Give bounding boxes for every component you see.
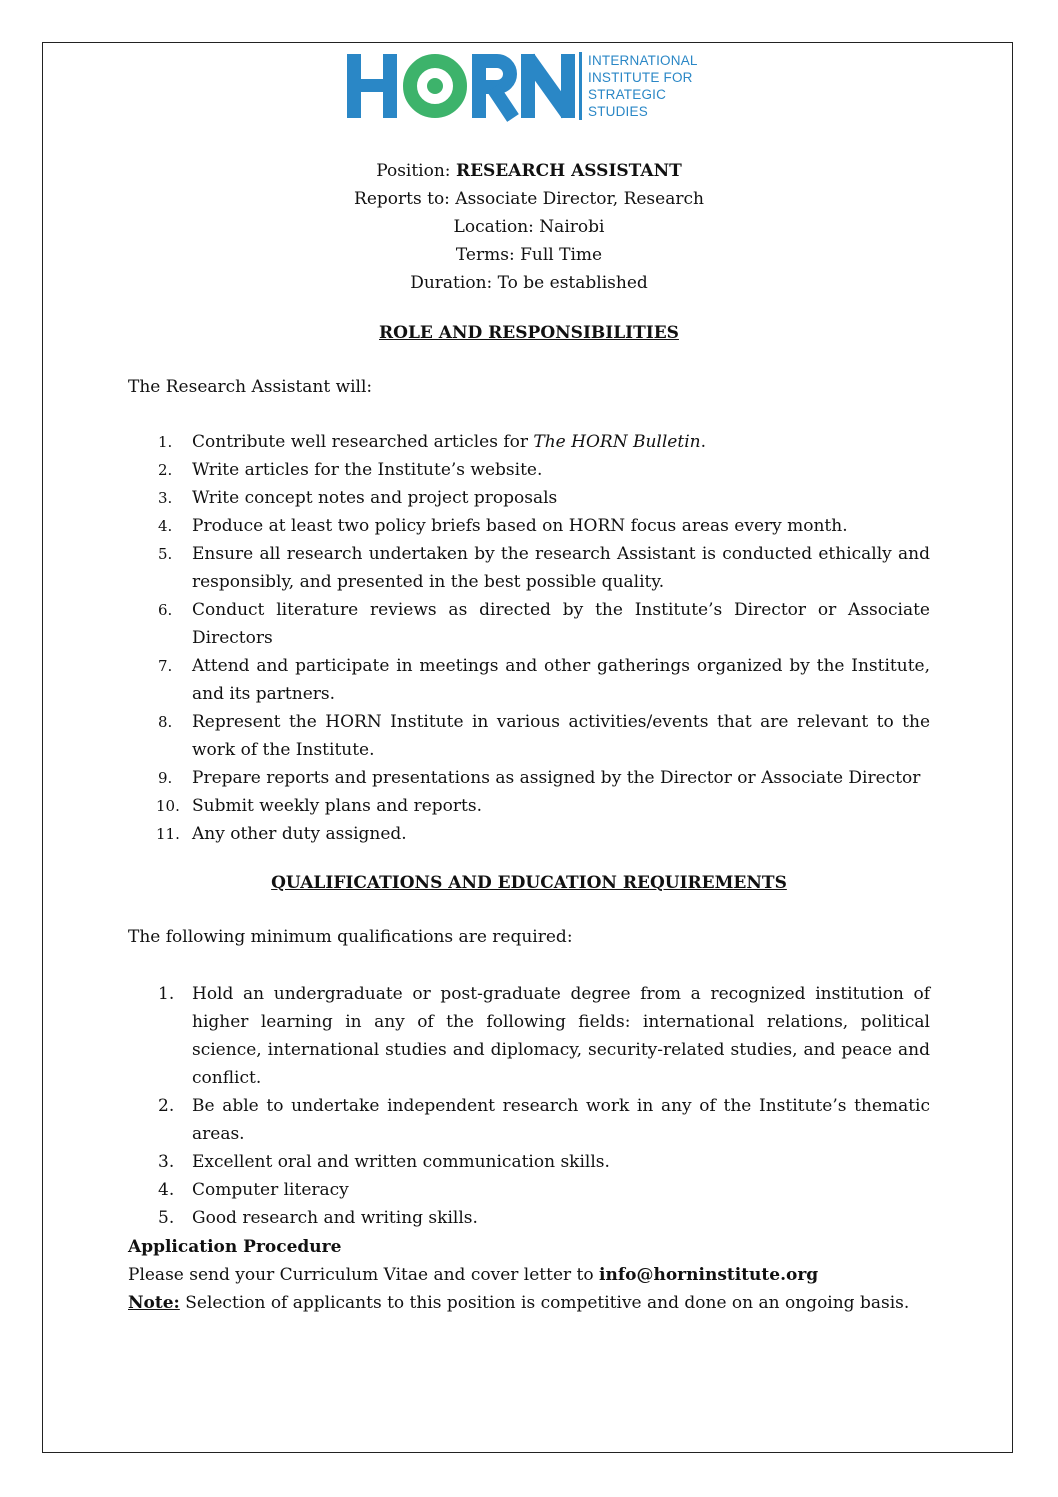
logo-tagline-line: INTERNATIONAL [588, 53, 698, 68]
list-item [158, 652, 930, 708]
list-number: 1. [158, 984, 175, 1004]
list-number: 6. [158, 601, 173, 619]
list-text: Contribute well researched articles for [192, 432, 534, 452]
application-heading: Application Procedure [128, 1237, 342, 1257]
list-number: 2. [158, 461, 173, 479]
list-number: 5. [158, 545, 173, 563]
list-text: Hold an undergraduate or post-graduate degree from a recognized institution of higher learning in any of the following fields: international relations, political science, international studies and diplomacy, security-related studies, and peace and conflict. [192, 984, 930, 1088]
list-text: Attend and participate in meetings and other gatherings organized by the Institute, and its partners. [192, 656, 930, 704]
list-text: Write articles for the Institute’s website. [192, 460, 543, 480]
list-number: 4. [158, 1180, 175, 1200]
list-text: Prepare reports and presentations as assigned by the Director or Associate Director [192, 768, 921, 788]
logo-tagline-line: INSTITUTE FOR [588, 70, 693, 85]
list-text: Write concept notes and project proposals [192, 488, 558, 508]
list-item [158, 484, 930, 512]
list-number: 3. [158, 1152, 175, 1172]
list-item [158, 764, 930, 792]
note-text: Selection of applicants to this position is competitive and done on an ongoing basis. [179, 1293, 910, 1313]
reports-to: Reports to: Associate Director, Research [354, 189, 704, 209]
list-text: Computer literacy [192, 1180, 349, 1200]
duration: Duration: To be established [410, 273, 648, 293]
qualifications-list [158, 980, 930, 1232]
list-number: 7. [158, 657, 173, 675]
position-line [0, 157, 1058, 185]
location: Location: Nairobi [453, 217, 605, 237]
application-procedure [128, 1233, 909, 1317]
list-item [158, 708, 930, 764]
list-item [158, 428, 930, 456]
list-text: Submit weekly plans and reports. [192, 796, 482, 816]
list-item [158, 456, 930, 484]
list-number: 11. [156, 825, 180, 843]
list-text: Ensure all research undertaken by the research Assistant is conducted ethically and responsibly, and presented in the best possible quality. [192, 544, 930, 592]
list-number: 10. [156, 797, 180, 815]
application-email-link[interactable]: info@horninstitute.org [599, 1265, 819, 1285]
qualifications-intro: The following minimum qualifications are required: [128, 927, 573, 947]
list-number: 1. [158, 433, 173, 451]
application-send-text: Please send your Curriculum Vitae and cover letter to [128, 1265, 600, 1285]
responsibilities-title: ROLE AND RESPONSIBILITIES [379, 323, 679, 343]
list-item [158, 820, 930, 848]
logo-tagline-line: STRATEGIC [588, 87, 667, 102]
terms: Terms: Full Time [455, 245, 603, 265]
logo-tagline-line: STUDIES [588, 104, 648, 119]
list-text: Conduct literature reviews as directed by the Institute’s Director or Associate Directors [192, 600, 930, 648]
application-note-line [128, 1289, 909, 1317]
list-item [158, 596, 930, 652]
list-text-tail: . [700, 432, 706, 452]
list-item [158, 1204, 930, 1232]
bulletin-title: The HORN Bulletin [533, 432, 701, 452]
responsibilities-list [158, 428, 930, 848]
note-label: Note: [128, 1293, 180, 1313]
qualifications-title: QUALIFICATIONS AND EDUCATION REQUIREMENTS [271, 873, 787, 893]
list-number: 5. [158, 1208, 175, 1228]
list-number: 2. [158, 1096, 175, 1116]
list-item [158, 1092, 930, 1148]
list-number: 3. [158, 489, 173, 507]
list-item [158, 792, 930, 820]
position-header [0, 157, 1058, 297]
list-text: Good research and writing skills. [192, 1208, 478, 1228]
responsibilities-intro: The Research Assistant will: [128, 377, 373, 397]
list-item [158, 980, 930, 1092]
list-text: Any other duty assigned. [192, 824, 407, 844]
list-text: Produce at least two policy briefs based on HORN focus areas every month. [192, 516, 848, 536]
list-item [158, 512, 930, 540]
application-send-line [128, 1261, 909, 1289]
list-text: Be able to undertake independent research work in any of the Institute’s thematic areas. [192, 1096, 930, 1144]
list-item [158, 540, 930, 596]
logo-tagline [579, 52, 698, 120]
position-label: Position: [376, 161, 451, 181]
list-text: Represent the HORN Institute in various activities/events that are relevant to the work of the Institute. [192, 712, 930, 760]
position-value: RESEARCH ASSISTANT [455, 161, 682, 181]
list-item [158, 1148, 930, 1176]
list-number: 8. [158, 713, 173, 731]
list-number: 4. [158, 517, 173, 535]
list-number: 9. [158, 769, 173, 787]
list-item [158, 1176, 930, 1204]
horn-wordmark-icon [347, 50, 577, 122]
horn-logo [347, 50, 727, 122]
list-text: Excellent oral and written communication skills. [192, 1152, 610, 1172]
